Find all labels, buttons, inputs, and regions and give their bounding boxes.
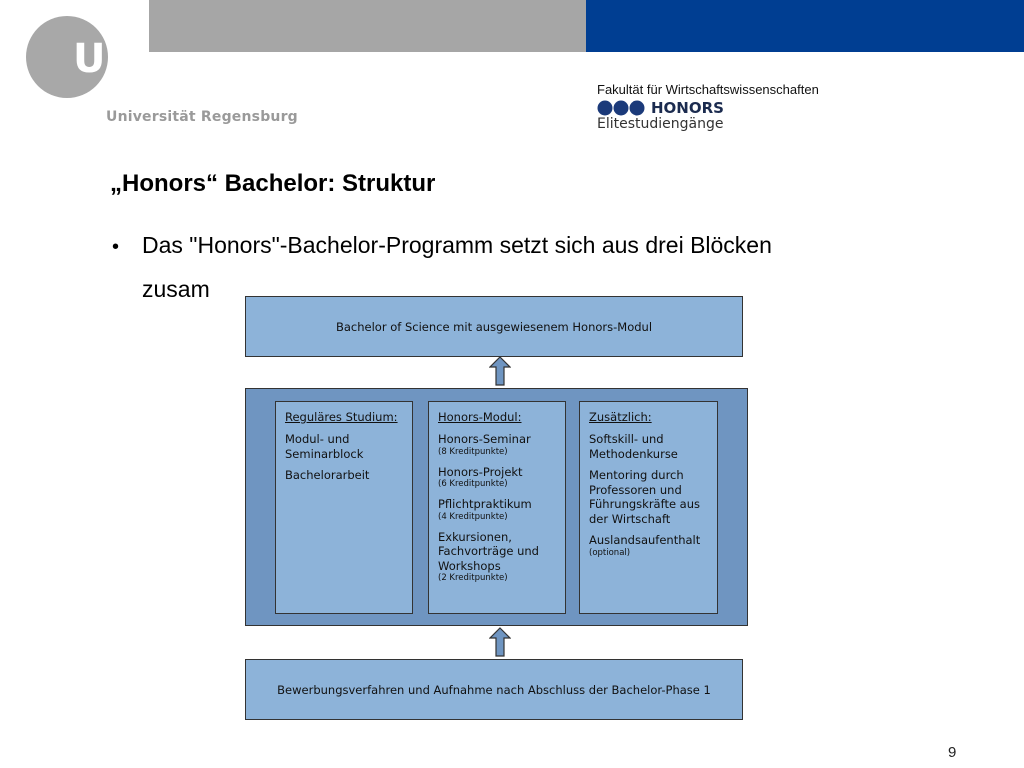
logo-text: UR (73, 36, 137, 82)
column-entry-text: Honors-Seminar (438, 432, 531, 446)
header-gray-bar (149, 0, 586, 52)
column-heading: Zusätzlich: (589, 410, 652, 424)
column-entry (438, 465, 556, 491)
diagram-column-additional (579, 401, 718, 614)
diagram-bottom-box (245, 659, 743, 720)
column-entry-text: Mentoring durch Professoren und Führungskräfte aus der Wirtschaft (589, 468, 701, 526)
column-entry-text: Auslandsaufenthalt (589, 533, 701, 547)
column-entry (589, 533, 708, 559)
column-entry (589, 468, 708, 526)
bullet-icon: • (112, 236, 120, 258)
column-entry-text: Honors-Projekt (438, 464, 523, 479)
column-entry-text: Softskill- und Methodenkurse (589, 432, 678, 461)
column-entry-note: (6 Kreditpunkte) (438, 479, 508, 489)
column-entry-note: (2 Kreditpunkte) (438, 573, 508, 583)
column-entry-note: (4 Kreditpunkte) (438, 511, 508, 522)
column-heading: Reguläres Studium: (285, 410, 398, 424)
column-entry (438, 530, 556, 585)
diagram-bottom-box-label: Bewerbungsverfahren und Aufnahme nach Abschluss der Bachelor-Phase 1 (277, 682, 711, 697)
column-entry-text: Modul- und Seminarblock (285, 432, 364, 461)
honors-label: HONORS (651, 99, 724, 117)
column-entry (438, 432, 556, 458)
faculty-name: Fakultät für Wirtschaftswissenschaften (597, 82, 819, 97)
column-entry-note: (optional) (589, 547, 631, 558)
column-entry-note: (8 Kreditpunkte) (438, 446, 508, 457)
bullet-text-line-1: Das "Honors"-Bachelor-Programm setzt sich aus drei Blöcken (142, 232, 772, 258)
page-number: 9 (948, 744, 957, 761)
university-logo-icon (24, 14, 144, 100)
university-name: Universität Regensburg (106, 109, 298, 125)
column-entry (438, 497, 556, 523)
column-heading: Honors-Modul: (438, 410, 522, 424)
column-entry-text: Bachelorarbeit (285, 468, 370, 482)
diagram-column-regular-study (275, 401, 413, 614)
diagram-top-box-label: Bachelor of Science mit ausgewiesenem Honors-Modul (335, 319, 653, 334)
bullet-text-line-2: zusam (142, 276, 210, 302)
slide-title: „Honors“ Bachelor: Struktur (110, 170, 436, 197)
honors-subtitle: Elitestudiengänge (597, 116, 724, 132)
up-arrow-icon (489, 356, 511, 386)
diagram-top-box (245, 296, 743, 357)
column-entry (589, 432, 708, 461)
column-entry (285, 468, 403, 483)
diagram-column-honors-module (428, 401, 566, 614)
up-arrow-icon (489, 627, 511, 657)
column-entry-text: Pflichtpraktikum (438, 497, 532, 511)
header-blue-bar (586, 0, 1024, 52)
column-entry-text: Exkursionen, Fachvorträge und Workshops (438, 529, 539, 573)
honors-dots-icon (597, 100, 645, 116)
column-entry (285, 432, 403, 461)
